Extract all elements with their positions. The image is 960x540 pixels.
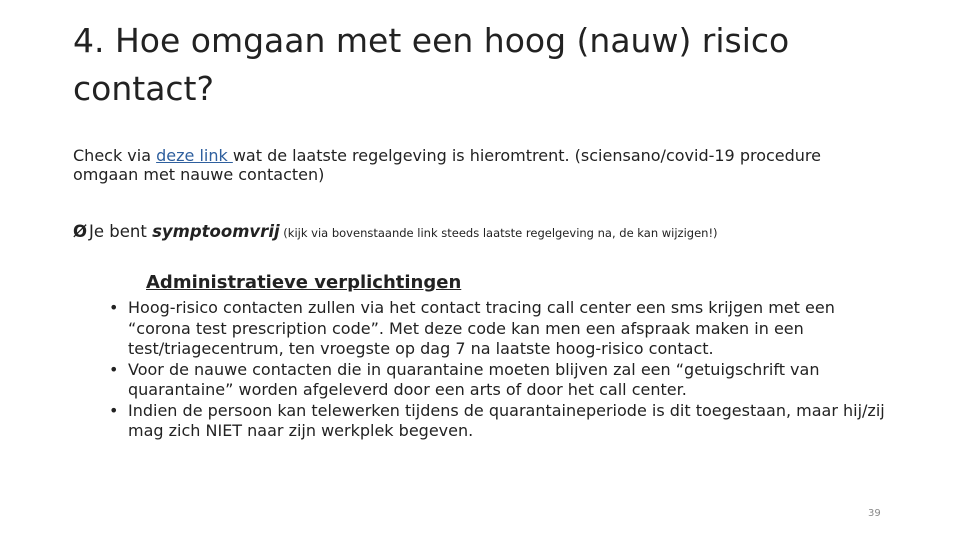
symptom-free-line bbox=[73, 221, 893, 244]
symptom-lead: Je bent bbox=[89, 222, 153, 241]
arrow-bullet-icon: Ø bbox=[73, 222, 88, 241]
symptom-note: (kijk via bovenstaande link steeds laatste regelgeving na, de kan wijzigen!) bbox=[279, 226, 718, 240]
list-item bbox=[109, 401, 889, 442]
bullet-icon: • bbox=[109, 298, 119, 317]
slide-title: 4. Hoe omgaan met een hoog (nauw) risico contact? bbox=[73, 21, 790, 108]
symptom-emphasis: symptoomvrij bbox=[152, 222, 280, 241]
bullet-icon: • bbox=[109, 400, 119, 420]
intro-prefix: Check via bbox=[73, 146, 157, 165]
list-item-text: Indien de persoon kan telewerken tijdens de quarantaineperiode is dit toegestaan, maar hij/zij mag zich NIET naar zijn werkplek begeven. bbox=[128, 400, 885, 440]
regulation-link[interactable]: deze link bbox=[156, 146, 233, 165]
list-item-text: Voor de nauwe contacten die in quarantaine moeten blijven zal een “getuigschrift van quarantaine” worden afgeleverd door een arts of door het call center. bbox=[128, 359, 820, 399]
obligations-list bbox=[109, 298, 889, 442]
bullet-icon: • bbox=[109, 359, 119, 379]
list-item-text: Hoog-risico contacten zullen via het contact tracing call center een sms krijgen met een “corona test prescription code”. Met deze code kan men een afspraak maken in een test/triagecentrum, ten vroegste op dag 7 na laatste hoog-risico contact. bbox=[128, 298, 835, 358]
section-heading: Administratieve verplichtingen bbox=[146, 272, 462, 293]
intro-suffix: wat de laatste regelgeving is hieromtrent. (sciensano/covid-19 procedure omgaan met nauwe contacten) bbox=[73, 146, 821, 184]
page-number: 39 bbox=[868, 508, 881, 519]
list-item bbox=[109, 298, 889, 360]
intro-paragraph bbox=[73, 146, 873, 184]
list-item bbox=[109, 360, 889, 401]
